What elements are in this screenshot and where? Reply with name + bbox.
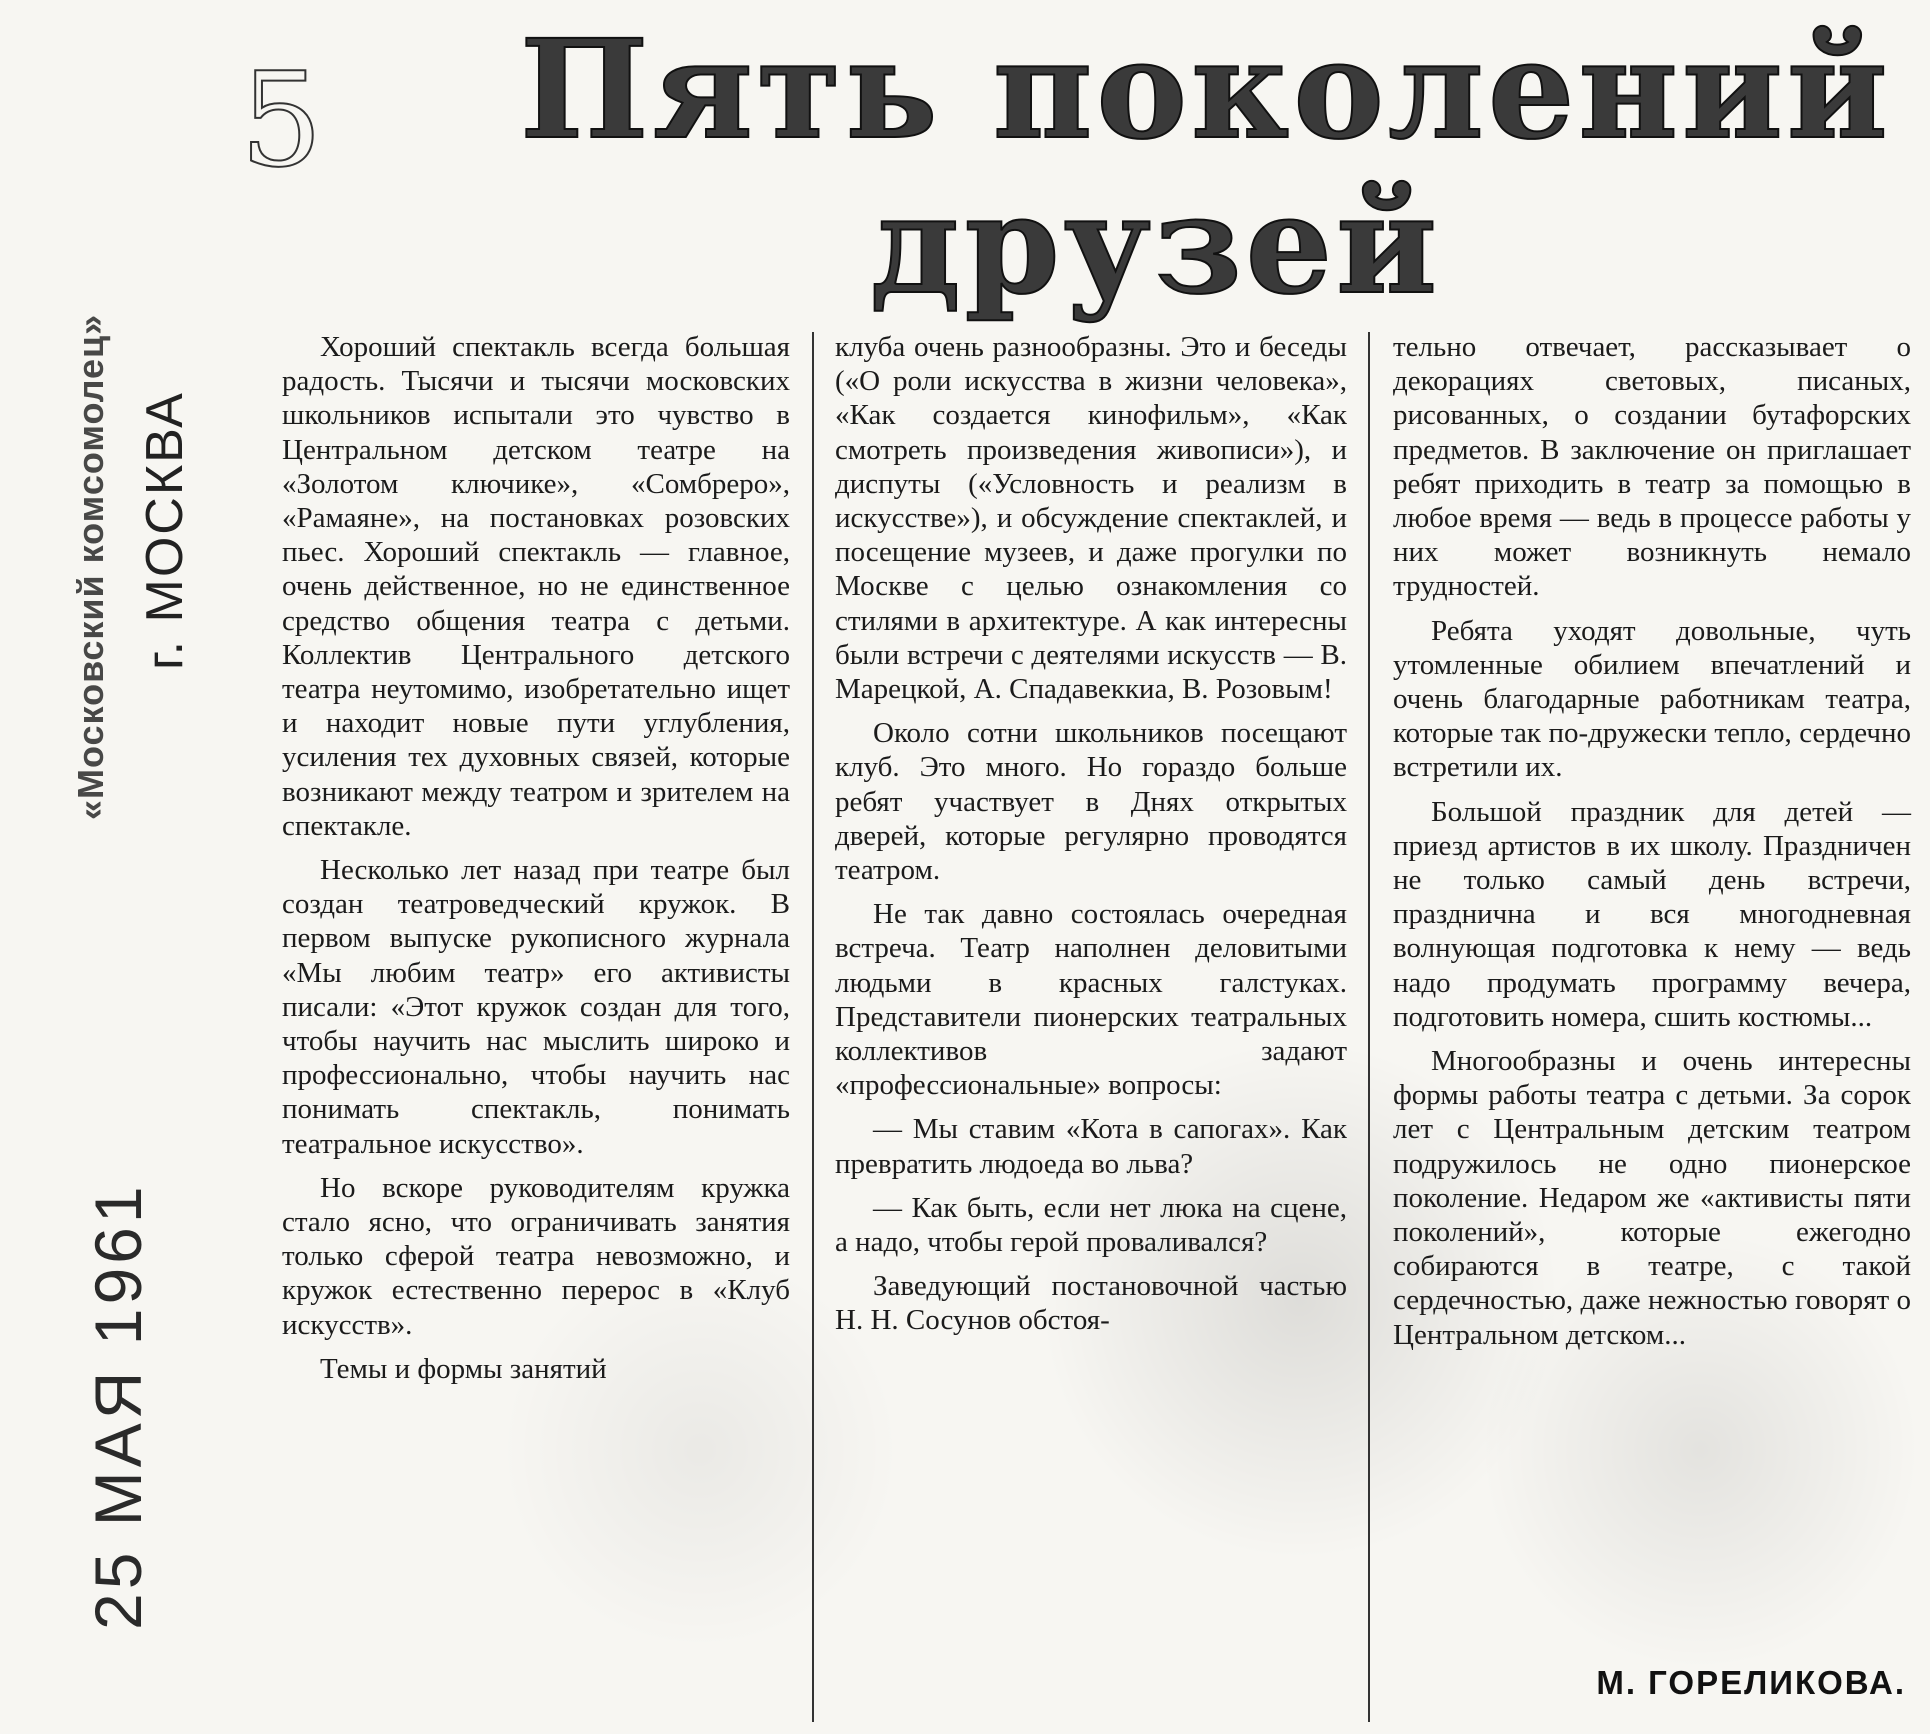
article-column-1 bbox=[282, 330, 790, 1720]
paragraph: тельно отвечает, рассказывает о декорациях световых, писаных, рисованных, о создании бутафорских предметов. В заключение он приглашает ребят приходить в театр за помощью в любое время — ведь в процессе работы у них может возникнуть немало трудностей. bbox=[1393, 331, 1911, 603]
paragraph: Но вскоре руководителям кружка стало ясно, что ограничивать занятия только сферой театра невозможно, и кружок естественно перерос в «Клуб искусств». bbox=[282, 1171, 790, 1341]
paragraph: Заведующий постановочной частью Н. Н. Сосунов обстоя- bbox=[835, 1270, 1347, 1337]
paragraph: — Мы ставим «Кота в сапогах». Как превратить людоеда во льва? bbox=[835, 1113, 1347, 1180]
paragraph: клуба очень разнообразны. Это и беседы («О роли искусства в жизни человека», «Как создается кинофильм», «Как смотреть произведения живописи»), и диспуты («Условность и реализм в искусстве»), и обсуждение спектаклей, и посещение музеев, и даже прогулки по Москве с целью ознакомления со стилями в архитектуре. А как интересны были встречи с деятелями искусств — В. Марецкой, А. Спадавеккиа, В. Розовым! bbox=[835, 331, 1347, 706]
paragraph: Не так давно состоялась очередная встреча. Театр наполнен деловитыми людьми в красных галстуках. Представители пионерских театральных коллективов задают «профессиональные» вопросы: bbox=[835, 898, 1347, 1102]
headline bbox=[520, 10, 1892, 325]
article-column-2 bbox=[835, 330, 1347, 1720]
paragraph: Несколько лет назад при театре был создан театроведческий кружок. В первом выпуске рукописного журнала «Мы любим театр» его активисты писали: «Этот кружок создан для того, чтобы научить нас мыслить широко и профессионально, чтобы научить нас понимать спектакль, понимать театральное искусство». bbox=[282, 854, 790, 1160]
paragraph: Многообразны и очень интересны формы работы театра с детьми. За сорок лет с Центральным детским театром подружилось не одно пионерское поколение. Недаром же «активисты пяти поколений», которые ежегодно собираются в театре, с такой сердечностью, даже нежностью говорят о Центральном детском... bbox=[1393, 1045, 1911, 1351]
paragraph: Хороший спектакль всегда большая радость. Тысячи и тысячи московских школьников испытали это чувство в Центральном детском театре на «Золотом ключике», «Сомбреро», «Рамаяне», на постановках розовских пьес. Хороший спектакль — главное, очень действенное, но не единственное средство общения театра с детьми. Коллектив Центрального детского театра неутомимо, изобретательно ищет и находит новые пути углубления, усиления тех духовных связей, которые возникают между театром и зрителем на спектакле. bbox=[282, 331, 790, 842]
paragraph: Темы и формы занятий bbox=[320, 1352, 607, 1385]
column-divider bbox=[812, 332, 814, 1722]
author-signature: М. ГОРЕЛИКОВА. bbox=[1596, 1664, 1906, 1701]
stamp-date: 25 МАЯ 1961 bbox=[81, 1182, 155, 1630]
paragraph: — Как быть, если нет люка на сцене, а надо, чтобы герой проваливался? bbox=[835, 1191, 1347, 1259]
paragraph: Около сотни школьников посещают клуб. Это много. Но гораздо больше ребят участвует в Днях открытых дверей, которые регулярно проводятся театром. bbox=[835, 717, 1347, 887]
paragraph: Ребята уходят довольные, чуть утомленные обилием впечатлений и очень благодарные работникам театра, которые так по-дружески тепло, сердечно встретили их. bbox=[1393, 614, 1911, 784]
article-column-3 bbox=[1393, 330, 1911, 1720]
handwritten-page-number bbox=[235, 45, 325, 195]
stamp-city: г. МОСКВА bbox=[136, 391, 194, 670]
archive-stamp bbox=[40, 270, 240, 1650]
paragraph: Большой праздник для детей — приезд артистов в их школу. Праздничен не только самый день встречи, празднична и вся многодневная волнующая подготовка к нему — ведь надо продумать программу вечера, подготовить номера, сшить костюмы... bbox=[1393, 795, 1911, 1033]
headline-line-2: друзей bbox=[870, 165, 1441, 325]
stamp-newspaper-name: «Московский комсомолец» bbox=[70, 313, 111, 820]
headline-line-1: Пять поколений bbox=[520, 10, 1892, 170]
svg-text:5: 5 bbox=[240, 45, 323, 195]
column-divider bbox=[1368, 332, 1370, 1722]
